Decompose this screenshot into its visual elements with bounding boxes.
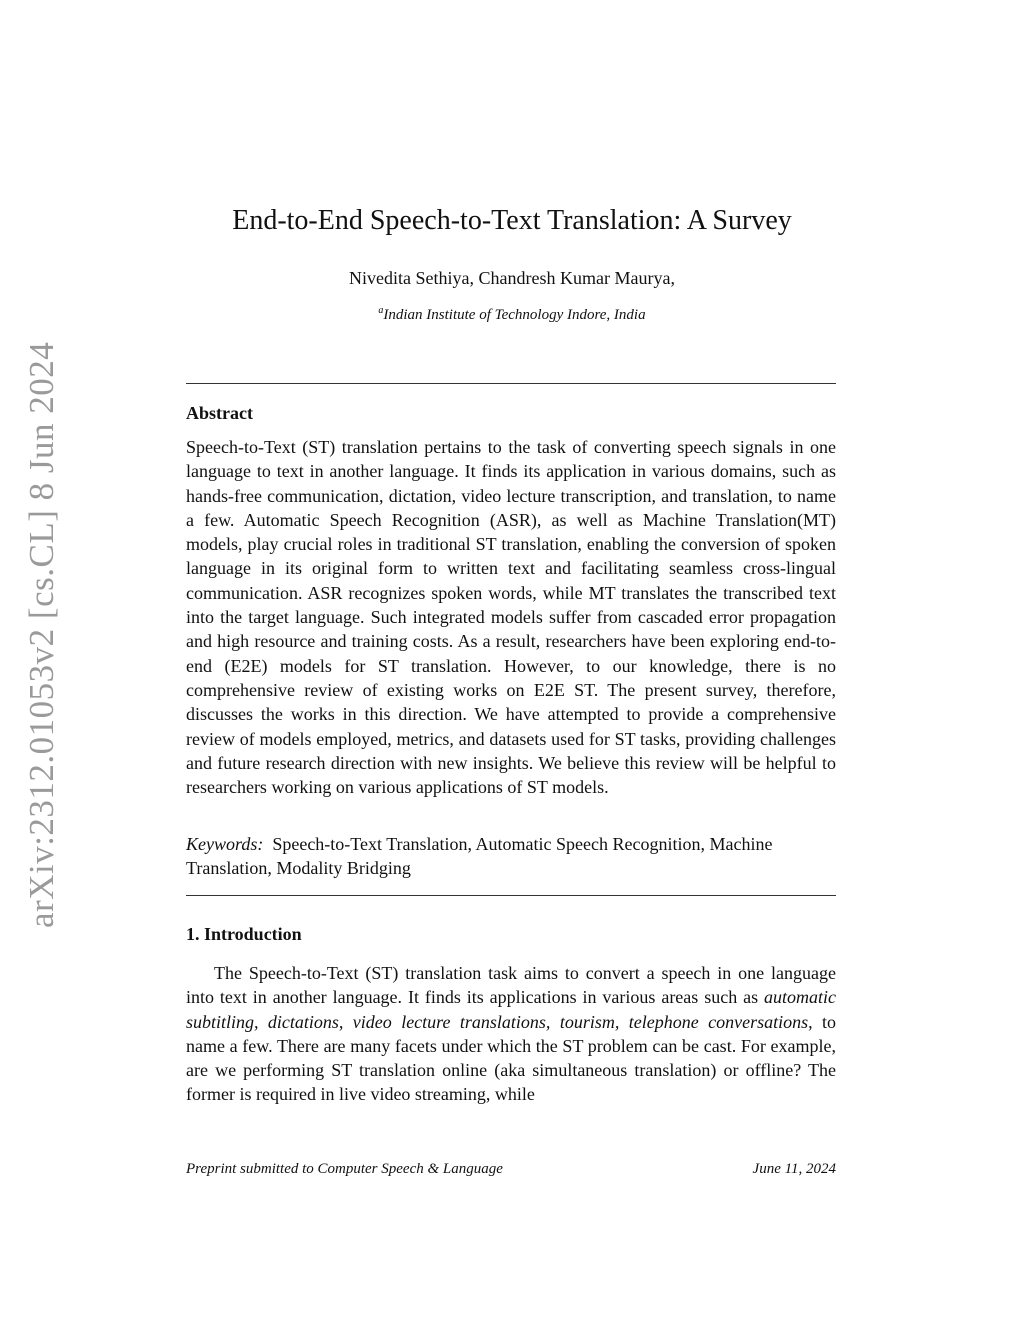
abstract-heading: Abstract (186, 403, 253, 423)
section-heading-introduction: 1. Introduction (186, 924, 302, 944)
keywords-block (186, 832, 836, 881)
keywords-text: Speech-to-Text Translation, Automatic Speech Recognition, Machine Translation, Modality Bridging (186, 834, 773, 879)
abstract-bottom-rule (186, 895, 836, 896)
author-affiliation (0, 305, 1024, 324)
intro-text-part-1: The Speech-to-Text (ST) translation task aims to convert a speech in one language into text in another language. It finds its applications in various areas such as (186, 963, 836, 1008)
affiliation-marker: a (378, 305, 384, 316)
arxiv-identifier-stamp: arXiv:2312.01053v2 [cs.CL] 8 Jun 2024 (22, 341, 61, 928)
abstract-top-rule (186, 383, 836, 384)
footer-date: June 11, 2024 (752, 1161, 836, 1177)
author-list: Nivedita Sethiya, Chandresh Kumar Maurya, (349, 268, 675, 288)
intro-emphasis-applications: automatic subtitling, dictations, video lecture translations, tourism, telephone conversations (186, 987, 836, 1032)
abstract-text: Speech-to-Text (ST) translation pertains to the task of converting speech signals in one language to text in another language. It finds its application in various domains, such as hands-free communication, dictation, video lecture transcription, and translation, to name a few. Automatic Speech Recognition (ASR), as well as Machine Translation(MT) models, play crucial roles in traditional ST translation, enabling the conversion of spoken language in its original form to written text and facilitating seamless cross-lingual communication. ASR recognizes spoken words, while MT translates the transcribed text into the target language. Such integrated models suffer from cascaded error propagation and high resource and training costs. As a result, researchers have been exploring end-to-end (E2E) models for ST translation. However, to our knowledge, there is no comprehensive review of existing works on E2E ST. The present survey, therefore, discusses the works in this direction. We have attempted to provide a comprehensive review of models employed, metrics, and datasets used for ST tasks, providing challenges and future research direction with new insights. We believe this review will be helpful to researchers working on various applications of ST models. (186, 437, 836, 798)
page-footer (186, 1161, 836, 1178)
footer-preprint-note: Preprint submitted to Computer Speech & Language (186, 1161, 503, 1177)
intro-text-part-2: , to name a few. There are many facets under which the ST problem can be cast. For example, are we performing ST translation online (aka simultaneous translation) or offline? The former is required in live video streaming, while (186, 1011, 836, 1105)
affiliation-text: Indian Institute of Technology Indore, India (383, 307, 646, 323)
paper-title: End-to-End Speech-to-Text Translation: A Survey (232, 205, 792, 236)
introduction-paragraph (186, 961, 836, 1107)
keywords-label: Keywords: (186, 834, 264, 854)
